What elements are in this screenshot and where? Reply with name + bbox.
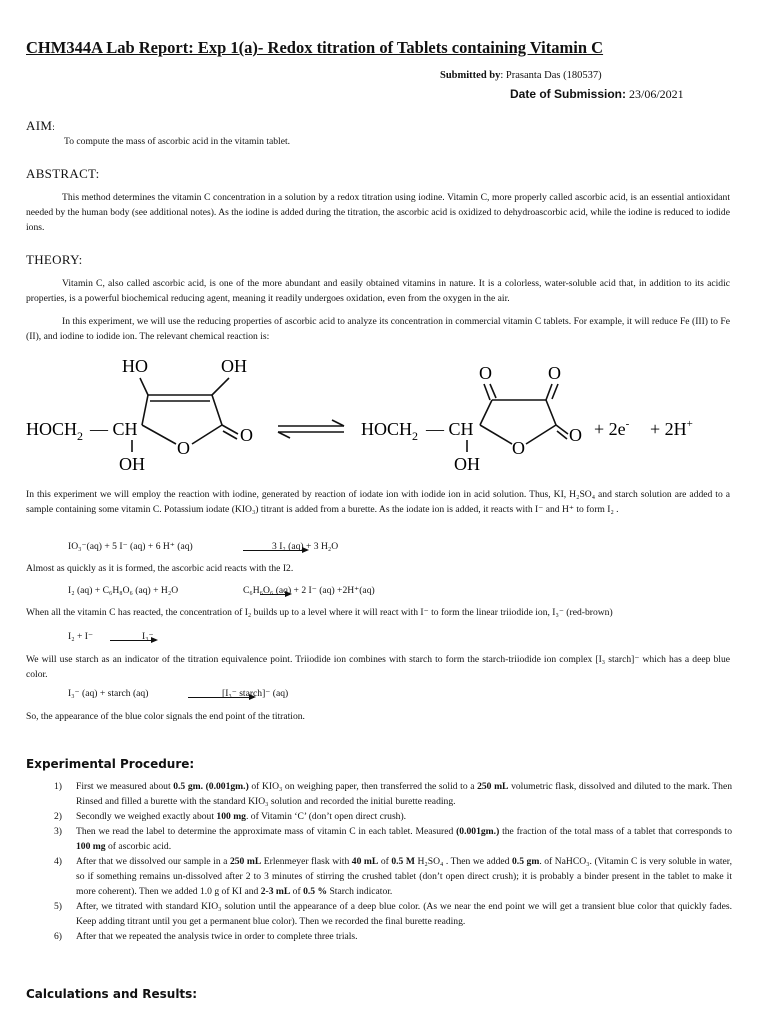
submitted-by-label: Submitted by xyxy=(440,70,501,81)
abstract-heading: ABSTRACT: xyxy=(26,166,100,181)
equation-2-right: C₆H₆O₆ (aq) + 2 I⁻ (aq) +2H⁺(aq) xyxy=(243,585,375,596)
aim-heading xyxy=(26,118,55,134)
procedure-step-3 xyxy=(26,824,732,854)
date-value: 23/06/2021 xyxy=(629,87,684,101)
procedure-step-6 xyxy=(26,929,732,944)
right-o1-label: O xyxy=(479,363,492,383)
procedure-step-text: After that we repeated the analysis twice in order to complete three trials. xyxy=(76,931,358,942)
aim-colon: : xyxy=(52,122,55,132)
right-hoch2-label: $HOCH_2$ xyxy=(361,419,419,443)
procedure-step-text: After that we dissolved our sample in a 250 mL Erlenmeyer flask with 40 mL of 0.5 M H₂SO₄ . Then we added 0.5 gm. of NaHCO₃. (Vitamin C is very soluble in water, so if something remains un-dissolved after 2 to 3 minutes of stirring the crushed tablet (don’t open direct crush); it is probably a binder present in the tablet to make it more coherent). Then we added 1.0 g of KI and 2-3 mL of 0.5 % Starch indicator. xyxy=(76,856,732,897)
procedure-step-number: 1) xyxy=(54,781,62,792)
reaction-svg xyxy=(26,352,716,482)
procedure-step-number: 6) xyxy=(54,931,62,942)
calculations-heading: Calculations and Results: xyxy=(26,987,198,1001)
procedure-heading: Experimental Procedure: xyxy=(26,757,195,771)
procedure-step-text: Secondly we weighed exactly about 100 mg. of Vitamin ‘C’ (don’t open direct crush). xyxy=(76,811,407,822)
when-paragraph: When all the vitamin C has reacted, the concentration of I₂ builds up to a level where it will react with I⁻ to form the linear triiodide ion, I₃⁻ (red-brown) xyxy=(26,607,613,618)
procedure-step-5 xyxy=(26,899,732,929)
equation-4-right: [I₃⁻ starch]⁻ (aq) xyxy=(222,688,289,699)
theory-para-2: In this experiment, we will use the reducing properties of ascorbic acid to analyze its concentration in commercial vitamin C tablets. For example, it will reduce Fe (III) to Fe (II), and iodine to iodide ion. The relevant chemical reaction is: xyxy=(26,316,730,342)
employ-paragraph: In this experiment we will employ the reaction with iodine, generated by reaction of iodate ion with iodide ion in acid solution. Thus, KI, H₂SO₄ and starch solution are added to a sample containing some vitamin C. Potassium iodate (KIO₃) titrant is added from a burette. As the iodate ion is added, it reacts with I⁻ and H⁺ to form I₂ . xyxy=(26,489,730,515)
right-oh-bottom-label: OH xyxy=(454,454,480,474)
equilibrium-arrows xyxy=(278,420,344,438)
procedure-step-number: 4) xyxy=(54,856,62,867)
theory-para-1: Vitamin C, also called ascorbic acid, is one of the more abundant and easily obtained vitamins in nature. It is a colorless, water-soluble acid that, in addition to its acidic properties, is a powerful biochemical reducing agent, meaning it readily undergoes oxidation, even from the oxygen in the air. xyxy=(26,278,730,304)
report-title: CHM344A Lab Report: Exp 1(a)- Redox titration of Tablets containing Vitamin C xyxy=(26,38,604,57)
procedure-step-number: 5) xyxy=(54,901,62,912)
date-of-submission xyxy=(510,87,684,102)
products-protons: + 2H+ xyxy=(650,418,693,439)
procedure-step-2 xyxy=(26,809,732,824)
procedure-step-4 xyxy=(26,854,732,899)
aim-heading-text: AIM xyxy=(26,118,53,133)
products-electrons: + 2e- xyxy=(594,418,630,439)
procedure-ordered-list xyxy=(26,779,732,944)
left-ring-o-label: O xyxy=(177,438,190,458)
procedure-step-number: 2) xyxy=(54,811,62,822)
procedure-step-number: 3) xyxy=(54,826,62,837)
procedure-step-text: First we measured about 0.5 gm. (0.001gm.) of KIO₃ on weighing paper, then transferred the solid to a 250 mL volumetric flask, dissolved and diluted to the mark. Then Rinsed and filled a burette with the standard KIO₃ solution and recorded the initial burette reading. xyxy=(76,781,732,807)
procedure-step-text: Then we read the label to determine the approximate mass of vitamin C in each tablet. Measured (0.001gm.) the fraction of the total mass of a tablet that corresponds to 100 mg of ascorbic acid. xyxy=(76,826,732,852)
left-carbonyl-o-label: O xyxy=(240,425,253,445)
so-paragraph: So, the appearance of the blue color signals the end point of the titration. xyxy=(26,711,305,722)
submitted-by-value: : Prasanta Das (180537) xyxy=(500,70,602,81)
submitted-by xyxy=(440,70,602,81)
abstract-text: This method determines the vitamin C concentration in a solution by a redox titration using iodine. Vitamin C, more properly called ascorbic acid, is an essential antioxidant needed by the human body (see additional notes). As the iodine is added during the titration, the ascorbic acid is oxidized to dehydroascorbic acid, while the iodine is reduced to iodide ions. xyxy=(26,192,730,233)
ascorbic-acid-reaction-figure xyxy=(26,352,716,482)
equation-1-left: IO₃⁻(aq) + 5 I⁻ (aq) + 6 H⁺ (aq) xyxy=(68,541,193,552)
right-ch-label: — CH xyxy=(426,419,474,439)
equation-4-left: I₃⁻ (aq) + starch (aq) xyxy=(68,688,149,699)
left-hoch2-label: $HOCH_2$ xyxy=(26,419,84,443)
aim-text: To compute the mass of ascorbic acid in the vitamin tablet. xyxy=(64,136,291,147)
equation-3-left: I₂ + I⁻ xyxy=(68,631,94,642)
right-carbonyl-o-label: O xyxy=(569,425,582,445)
theory-heading: THEORY: xyxy=(26,252,83,267)
right-o2-label: O xyxy=(548,363,561,383)
equation-1-right: 3 I₂ (aq) + 3 H₂O xyxy=(272,541,339,552)
left-oh-bottom-label: OH xyxy=(119,454,145,474)
procedure-step-1 xyxy=(26,779,732,809)
procedure-list xyxy=(26,779,732,944)
date-label: Date of Submission: xyxy=(510,87,627,101)
procedure-step-text: After, we titrated with standard KIO₃ solution until the appearance of a deep blue color. (As we near the end point we will get a transient blue color that quickly fades. Keep adding titrant until you get a permanent blue color). Then we recorded the final burette reading. xyxy=(76,901,732,927)
right-ring-o-label: O xyxy=(512,438,525,458)
left-ch-label: — CH xyxy=(90,419,138,439)
left-oh-top-label: OH xyxy=(221,356,247,376)
equation-3-right: I₃⁻ xyxy=(142,631,154,642)
starch-paragraph: We will use starch as an indicator of the titration equivalence point. Triiodide ion combines with starch to form the starch-triiodide ion complex [I₃ starch]⁻ which has a deep blue color. xyxy=(26,654,730,680)
almost-paragraph: Almost as quickly as it is formed, the ascorbic acid reacts with the I2. xyxy=(26,563,294,574)
equation-2-left: I₂ (aq) + C₆H₈O₆ (aq) + H₂O xyxy=(68,585,179,596)
left-ho-label: HO xyxy=(122,356,148,376)
